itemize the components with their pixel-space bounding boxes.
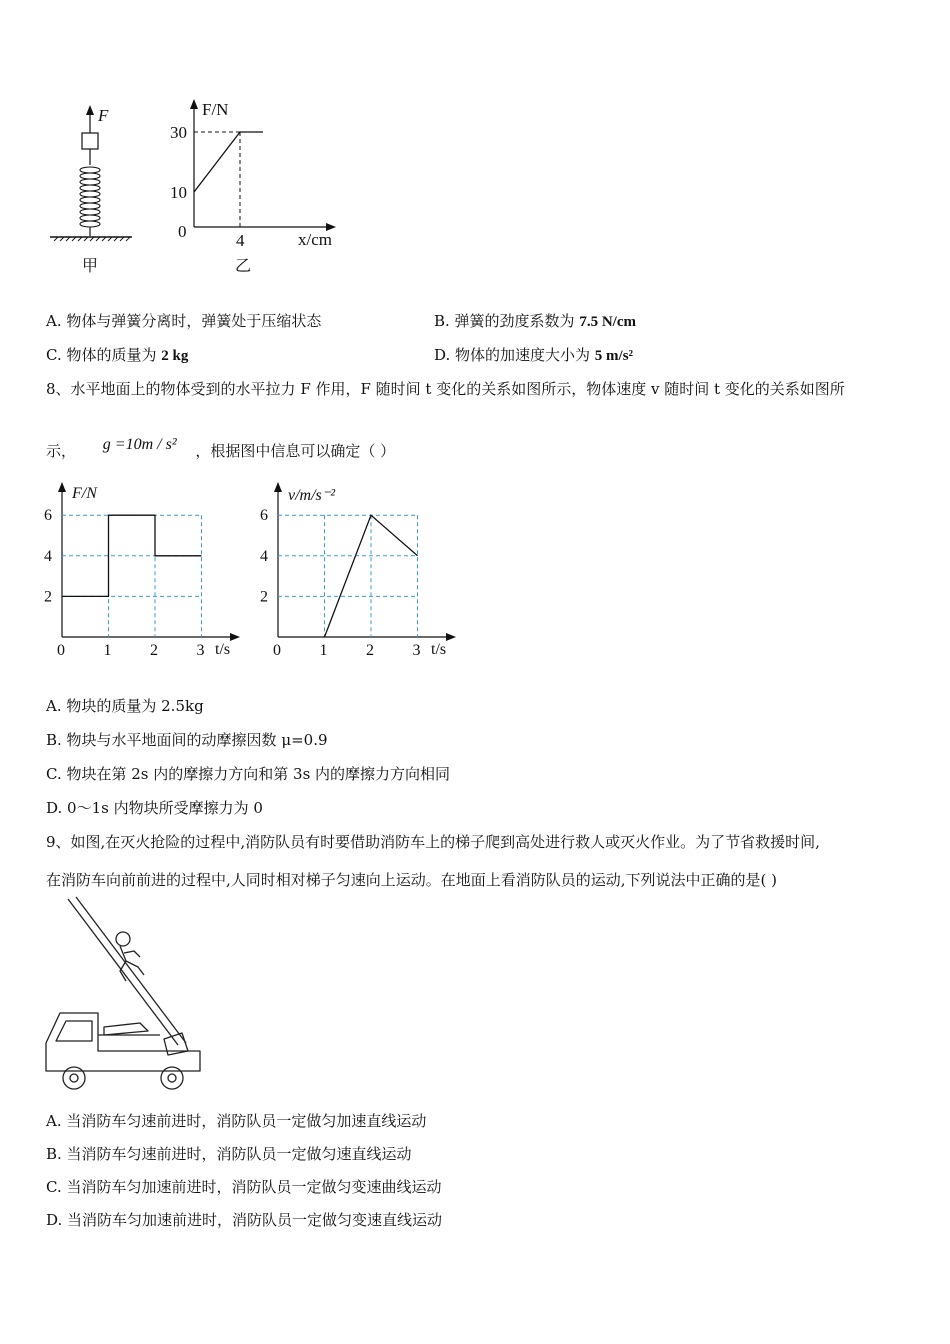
vt-x-tick-3: 3: [412, 642, 421, 659]
right-caption: 乙: [235, 258, 252, 275]
vt-x-label: t/s: [431, 641, 447, 658]
vt-x-tick-2: 2: [366, 642, 374, 659]
gravity-formula: g =10m / s²: [102, 436, 177, 453]
q8-option-a: A. 物块的质量为 2.5kg: [46, 697, 204, 715]
ft-y-tick-4: 4: [44, 547, 52, 565]
q8-option-d: D. 0～1s 内物块所受摩擦力为 0: [46, 799, 263, 817]
x-tick-4: 4: [236, 231, 245, 250]
q9-option-a: A. 当消防车匀速前进时，消防队员一定做匀加速直线运动: [46, 1112, 427, 1130]
q8-stem-line2: 示， g =10m / s² ，根据图中信息可以确定（ ）: [46, 436, 396, 460]
ft-series-line: [62, 515, 202, 596]
force-time-chart: [40, 478, 240, 668]
q9-option-d: D. 当消防车匀加速前进时，消防队员一定做匀变速直线运动: [46, 1211, 443, 1229]
ft-x-label: t/s: [215, 641, 231, 658]
vt-y-tick-2: 2: [260, 588, 268, 606]
ft-y-label: F/N: [72, 485, 97, 502]
origin-label: 0: [178, 222, 187, 241]
q9-option-b: B. 当消防车匀速前进时，消防队员一定做匀速直线运动: [46, 1145, 412, 1163]
velocity-time-chart: [256, 478, 466, 668]
ft-y-tick-2: 2: [44, 588, 52, 606]
x-axis-label: x/cm: [298, 230, 332, 249]
vt-x-tick-0: 0: [273, 642, 281, 659]
q9-option-c: C. 当消防车匀加速前进时，消防队员一定做匀变速曲线运动: [46, 1178, 442, 1196]
q9-stem-line1: 9、如图,在灭火抢险的过程中,消防队员有时要借助消防车上的梯子爬到高处进行救人或灭火作业。为了节省救援时间,: [46, 833, 820, 851]
q8-option-b: B. 物块与水平地面间的动摩擦因数 μ=0.9: [46, 731, 328, 749]
vt-y-label: v/m/s⁻²: [288, 487, 336, 504]
fire-truck-illustration: [40, 895, 210, 1100]
y-tick-30: 30: [170, 123, 187, 142]
force-label: F: [98, 106, 109, 125]
spring-figure: [40, 95, 360, 285]
vt-y-tick-4: 4: [260, 547, 268, 565]
q7-option-c: C. 物体的质量为 2 kg: [46, 346, 189, 364]
left-caption: 甲: [82, 258, 99, 275]
ft-x-tick-2: 2: [150, 642, 158, 659]
q8-option-c: C. 物块在第 2s 内的摩擦力方向和第 3s 内的摩擦力方向相同: [46, 765, 451, 783]
q7-option-d: D. 物体的加速度大小为 5 m/s²: [434, 346, 634, 364]
y-tick-10: 10: [170, 183, 187, 202]
vt-x-tick-1: 1: [319, 642, 328, 659]
vt-y-tick-6: 6: [260, 507, 268, 525]
ft-x-tick-1: 1: [103, 642, 112, 659]
q9-stem-line2: 在消防车向前前进的过程中,人同时相对梯子匀速向上运动。在地面上看消防队员的运动,下列说法中正确的是( ): [46, 871, 778, 889]
q8-stem-line1: 8、水平地面上的物体受到的水平拉力 F 作用，F 随时间 t 变化的关系如图所示，物体速度 v 随时间 t 变化的关系如图所: [46, 380, 845, 398]
ft-x-tick-3: 3: [196, 642, 205, 659]
vt-series-line: [325, 515, 418, 637]
ft-x-tick-0: 0: [57, 642, 65, 659]
ft-y-tick-6: 6: [44, 507, 52, 525]
y-axis-label: F/N: [202, 100, 229, 119]
q7-option-b: B. 弹簧的劲度系数为 7.5 N/cm: [434, 312, 636, 330]
fx-series-line: [194, 132, 263, 192]
q7-option-a: A. 物体与弹簧分离时，弹簧处于压缩状态: [46, 312, 322, 330]
